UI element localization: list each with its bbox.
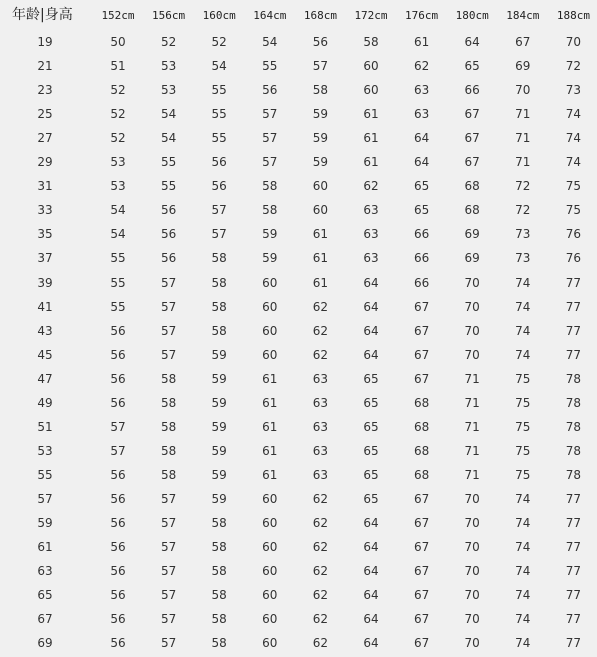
table-cell: 67 bbox=[413, 323, 430, 338]
table-cell: 74 bbox=[515, 347, 531, 362]
column-header: 172cm bbox=[354, 9, 388, 22]
row-label: 61 bbox=[37, 540, 53, 555]
table-cell: 70 bbox=[464, 347, 480, 362]
table-cell: 58 bbox=[211, 636, 227, 651]
table-cell: 56 bbox=[312, 35, 329, 49]
table-cell: 58 bbox=[211, 275, 227, 290]
table-cell: 73 bbox=[565, 83, 582, 98]
table-cell: 56 bbox=[110, 588, 126, 603]
table-cell: 70 bbox=[464, 275, 480, 290]
table-cell: 58 bbox=[211, 612, 227, 627]
table-cell: 57 bbox=[160, 347, 177, 362]
table-cell: 59 bbox=[211, 491, 227, 506]
row-label: 45 bbox=[37, 347, 53, 362]
row-label: 53 bbox=[37, 443, 53, 458]
table-cell: 55 bbox=[160, 155, 177, 170]
table-cell: 52 bbox=[160, 35, 177, 49]
table-cell: 71 bbox=[464, 395, 480, 410]
table-cell: 59 bbox=[262, 251, 278, 266]
table-cell: 58 bbox=[211, 323, 227, 338]
table-cell: 58 bbox=[211, 540, 227, 555]
table-cell: 53 bbox=[110, 155, 126, 170]
table-cell: 67 bbox=[413, 564, 430, 579]
row-label: 47 bbox=[37, 371, 53, 386]
column-header: 152cm bbox=[101, 9, 135, 22]
row-label: 31 bbox=[37, 179, 53, 194]
table-cell: 63 bbox=[312, 467, 329, 482]
table-cell: 62 bbox=[312, 636, 329, 651]
table-cell: 78 bbox=[565, 443, 582, 458]
table-cell: 70 bbox=[464, 491, 480, 506]
table-cell: 62 bbox=[312, 323, 329, 338]
row-label: 41 bbox=[37, 299, 53, 314]
table-cell: 58 bbox=[262, 179, 278, 194]
table-cell: 67 bbox=[464, 131, 480, 146]
table-cell: 76 bbox=[565, 227, 582, 242]
table-cell: 55 bbox=[110, 275, 126, 290]
table-cell: 62 bbox=[312, 516, 329, 530]
table-cell: 52 bbox=[110, 131, 126, 146]
table-cell: 58 bbox=[160, 419, 177, 434]
table-cell: 57 bbox=[160, 612, 177, 627]
table-cell: 67 bbox=[464, 107, 480, 122]
table-cell: 67 bbox=[413, 612, 430, 627]
table-cell: 57 bbox=[160, 564, 177, 579]
table-cell: 67 bbox=[413, 516, 430, 530]
table-cell: 57 bbox=[160, 323, 177, 338]
table-cell: 54 bbox=[211, 59, 227, 74]
table-cell: 71 bbox=[464, 467, 480, 482]
table-cell: 60 bbox=[262, 323, 278, 338]
table-cell: 56 bbox=[110, 540, 126, 555]
table-cell: 55 bbox=[110, 299, 126, 314]
table-cell: 63 bbox=[312, 443, 329, 458]
table-cell: 64 bbox=[363, 612, 379, 627]
table-cell: 56 bbox=[211, 155, 227, 170]
table-cell: 65 bbox=[363, 395, 379, 410]
table-cell: 70 bbox=[515, 83, 531, 98]
table-cell: 56 bbox=[110, 636, 126, 651]
row-label: 65 bbox=[37, 588, 53, 603]
table-cell: 74 bbox=[565, 155, 582, 170]
table-cell: 77 bbox=[565, 491, 582, 506]
table-cell: 74 bbox=[515, 540, 531, 555]
row-label: 27 bbox=[37, 131, 53, 146]
table-cell: 56 bbox=[160, 227, 177, 242]
table-cell: 58 bbox=[312, 83, 329, 98]
table-cell: 55 bbox=[211, 83, 227, 98]
table-cell: 58 bbox=[160, 467, 177, 482]
table-cell: 61 bbox=[363, 155, 379, 170]
table-cell: 60 bbox=[262, 564, 278, 579]
table-cell: 61 bbox=[312, 275, 329, 290]
column-header: 160cm bbox=[202, 9, 236, 22]
table-cell: 61 bbox=[312, 227, 329, 242]
table-cell: 70 bbox=[464, 323, 480, 338]
table-cell: 64 bbox=[363, 588, 379, 603]
table-cell: 66 bbox=[464, 83, 480, 98]
table-cell: 72 bbox=[565, 59, 582, 74]
table-cell: 59 bbox=[312, 131, 329, 146]
table-cell: 61 bbox=[363, 131, 379, 146]
table-cell: 57 bbox=[110, 419, 126, 434]
table-cell: 65 bbox=[413, 203, 430, 218]
table-cell: 77 bbox=[565, 612, 582, 627]
table-cell: 58 bbox=[211, 251, 227, 266]
table-cell: 72 bbox=[515, 179, 531, 194]
row-label: 69 bbox=[37, 636, 53, 651]
table-cell: 68 bbox=[413, 395, 430, 410]
row-label: 39 bbox=[37, 275, 53, 290]
table-cell: 61 bbox=[262, 443, 278, 458]
table-cell: 68 bbox=[413, 467, 430, 482]
table-cell: 68 bbox=[413, 443, 430, 458]
table-cell: 67 bbox=[413, 299, 430, 314]
table-cell: 68 bbox=[464, 179, 480, 194]
table-cell: 58 bbox=[211, 299, 227, 314]
table-cell: 67 bbox=[464, 155, 480, 170]
table-cell: 70 bbox=[464, 540, 480, 555]
table-cell: 61 bbox=[262, 419, 278, 434]
table-cell: 61 bbox=[413, 35, 430, 49]
table-cell: 60 bbox=[262, 588, 278, 603]
table-cell: 62 bbox=[312, 588, 329, 603]
table-cell: 55 bbox=[160, 179, 177, 194]
table-cell: 64 bbox=[363, 275, 379, 290]
table-cell: 67 bbox=[515, 35, 531, 49]
table-cell: 59 bbox=[211, 347, 227, 362]
table-cell: 54 bbox=[160, 131, 177, 146]
row-label: 37 bbox=[37, 251, 53, 266]
table-cell: 50 bbox=[110, 35, 126, 49]
column-header: 184cm bbox=[506, 9, 540, 22]
table-cell: 60 bbox=[363, 59, 379, 74]
table-cell: 60 bbox=[262, 540, 278, 555]
table-cell: 71 bbox=[464, 371, 480, 386]
table-cell: 57 bbox=[262, 155, 278, 170]
table-cell: 60 bbox=[262, 516, 278, 530]
column-header: 188cm bbox=[556, 9, 590, 22]
table-cell: 56 bbox=[160, 203, 177, 218]
table-cell: 69 bbox=[464, 227, 480, 242]
table-cell: 63 bbox=[312, 395, 329, 410]
table-cell: 56 bbox=[262, 83, 278, 98]
row-label: 49 bbox=[37, 395, 53, 410]
table-cell: 59 bbox=[312, 107, 329, 122]
table-cell: 59 bbox=[312, 155, 329, 170]
table-cell: 69 bbox=[464, 251, 480, 266]
table-cell: 60 bbox=[262, 636, 278, 651]
table-cell: 78 bbox=[565, 371, 582, 386]
table-cell: 64 bbox=[363, 516, 379, 530]
table-cell: 55 bbox=[262, 59, 278, 74]
table-cell: 56 bbox=[110, 323, 126, 338]
table-cell: 75 bbox=[515, 443, 531, 458]
table-cell: 65 bbox=[363, 491, 379, 506]
table-cell: 54 bbox=[110, 227, 126, 242]
table-cell: 70 bbox=[464, 636, 480, 651]
table-cell: 63 bbox=[413, 107, 430, 122]
table-cell: 57 bbox=[160, 540, 177, 555]
table-cell: 74 bbox=[515, 323, 531, 338]
table-cell: 52 bbox=[110, 83, 126, 98]
table-cell: 59 bbox=[262, 227, 278, 242]
table-cell: 74 bbox=[515, 564, 531, 579]
table-cell: 76 bbox=[565, 251, 582, 266]
table-cell: 66 bbox=[413, 227, 430, 242]
row-label: 55 bbox=[37, 467, 53, 482]
table-cell: 60 bbox=[262, 491, 278, 506]
table-cell: 60 bbox=[312, 203, 329, 218]
table-cell: 62 bbox=[312, 491, 329, 506]
table-cell: 64 bbox=[363, 564, 379, 579]
table-cell: 70 bbox=[464, 588, 480, 603]
table-cell: 54 bbox=[110, 203, 126, 218]
table-cell: 58 bbox=[363, 35, 379, 49]
table-cell: 71 bbox=[515, 131, 531, 146]
table-cell: 59 bbox=[211, 443, 227, 458]
corner-label: 年龄|身高 bbox=[12, 7, 73, 23]
table-cell: 67 bbox=[413, 491, 430, 506]
table-cell: 68 bbox=[464, 203, 480, 218]
table-cell: 62 bbox=[312, 347, 329, 362]
table-cell: 60 bbox=[262, 612, 278, 627]
table-cell: 71 bbox=[515, 155, 531, 170]
table-cell: 55 bbox=[211, 131, 227, 146]
table-cell: 59 bbox=[211, 467, 227, 482]
row-label: 59 bbox=[37, 516, 53, 530]
column-header: 164cm bbox=[253, 9, 287, 22]
table-cell: 74 bbox=[515, 299, 531, 314]
table-cell: 74 bbox=[515, 612, 531, 627]
table-cell: 63 bbox=[312, 419, 329, 434]
table-cell: 74 bbox=[515, 588, 531, 603]
table-cell: 78 bbox=[565, 419, 582, 434]
table-cell: 57 bbox=[211, 227, 227, 242]
table-cell: 66 bbox=[413, 275, 430, 290]
table-cell: 74 bbox=[515, 491, 531, 506]
table-cell: 53 bbox=[160, 59, 177, 74]
table-cell: 73 bbox=[515, 227, 531, 242]
table-cell: 63 bbox=[413, 83, 430, 98]
table-cell: 78 bbox=[565, 395, 582, 410]
table-cell: 56 bbox=[110, 347, 126, 362]
table-cell: 63 bbox=[363, 227, 379, 242]
table-cell: 54 bbox=[262, 35, 278, 49]
table-cell: 63 bbox=[312, 371, 329, 386]
table-cell: 70 bbox=[464, 516, 480, 530]
table-cell: 77 bbox=[565, 347, 582, 362]
table-cell: 75 bbox=[515, 395, 531, 410]
table-cell: 57 bbox=[160, 299, 177, 314]
table-cell: 57 bbox=[160, 275, 177, 290]
table-cell: 71 bbox=[464, 443, 480, 458]
table-cell: 74 bbox=[565, 107, 582, 122]
table-cell: 67 bbox=[413, 636, 430, 651]
table-cell: 61 bbox=[262, 371, 278, 386]
table-cell: 52 bbox=[110, 107, 126, 122]
table-cell: 77 bbox=[565, 516, 582, 530]
table-cell: 75 bbox=[515, 419, 531, 434]
table-cell: 65 bbox=[363, 371, 379, 386]
table-cell: 77 bbox=[565, 636, 582, 651]
table-cell: 64 bbox=[413, 155, 430, 170]
table-cell: 70 bbox=[565, 35, 582, 49]
table-cell: 57 bbox=[160, 516, 177, 530]
table-cell: 75 bbox=[515, 467, 531, 482]
table-cell: 59 bbox=[211, 419, 227, 434]
table-cell: 57 bbox=[262, 131, 278, 146]
row-label: 19 bbox=[37, 35, 53, 49]
row-label: 35 bbox=[37, 227, 53, 242]
table-cell: 61 bbox=[262, 467, 278, 482]
table-cell: 57 bbox=[160, 636, 177, 651]
row-label: 29 bbox=[37, 155, 53, 170]
row-label: 51 bbox=[37, 419, 53, 434]
row-label: 43 bbox=[37, 323, 53, 338]
table-cell: 77 bbox=[565, 323, 582, 338]
table-cell: 57 bbox=[110, 443, 126, 458]
table-cell: 77 bbox=[565, 275, 582, 290]
table-cell: 62 bbox=[312, 299, 329, 314]
table-cell: 65 bbox=[413, 179, 430, 194]
table-cell: 60 bbox=[312, 179, 329, 194]
table-cell: 74 bbox=[515, 275, 531, 290]
table-cell: 58 bbox=[262, 203, 278, 218]
row-label: 21 bbox=[37, 59, 53, 74]
table-cell: 58 bbox=[211, 564, 227, 579]
table-cell: 67 bbox=[413, 540, 430, 555]
table-cell: 56 bbox=[110, 612, 126, 627]
table-cell: 51 bbox=[110, 59, 126, 74]
column-header: 176cm bbox=[405, 9, 439, 22]
table-cell: 68 bbox=[413, 419, 430, 434]
table-cell: 58 bbox=[160, 371, 177, 386]
column-header: 168cm bbox=[303, 9, 337, 22]
table-cell: 61 bbox=[262, 395, 278, 410]
table-cell: 60 bbox=[262, 275, 278, 290]
table-cell: 58 bbox=[160, 443, 177, 458]
table-cell: 57 bbox=[160, 491, 177, 506]
column-header: 180cm bbox=[455, 9, 489, 22]
table-cell: 55 bbox=[211, 107, 227, 122]
table-cell: 72 bbox=[515, 203, 531, 218]
table-cell: 75 bbox=[515, 371, 531, 386]
table-cell: 56 bbox=[160, 251, 177, 266]
table-cell: 57 bbox=[312, 59, 329, 74]
row-label: 23 bbox=[37, 83, 53, 98]
table-cell: 62 bbox=[363, 179, 379, 194]
row-label: 63 bbox=[37, 564, 53, 579]
table-cell: 74 bbox=[515, 636, 531, 651]
table-cell: 56 bbox=[110, 564, 126, 579]
table-cell: 61 bbox=[363, 107, 379, 122]
table-cell: 69 bbox=[515, 59, 531, 74]
table-cell: 64 bbox=[363, 299, 379, 314]
table-cell: 58 bbox=[211, 516, 227, 530]
row-label: 57 bbox=[37, 491, 53, 506]
table-cell: 66 bbox=[413, 251, 430, 266]
table-cell: 64 bbox=[413, 131, 430, 146]
table-cell: 58 bbox=[211, 588, 227, 603]
table-cell: 71 bbox=[464, 419, 480, 434]
table-cell: 64 bbox=[464, 35, 480, 49]
table-cell: 74 bbox=[515, 516, 531, 530]
table-cell: 63 bbox=[363, 203, 379, 218]
table-cell: 65 bbox=[363, 443, 379, 458]
table-cell: 62 bbox=[312, 540, 329, 555]
table-cell: 63 bbox=[363, 251, 379, 266]
table-cell: 59 bbox=[211, 395, 227, 410]
table-cell: 52 bbox=[211, 35, 227, 49]
row-label: 25 bbox=[37, 107, 53, 122]
table-cell: 75 bbox=[565, 203, 582, 218]
table-cell: 57 bbox=[160, 588, 177, 603]
table-cell: 73 bbox=[515, 251, 531, 266]
table-cell: 64 bbox=[363, 323, 379, 338]
table-cell: 75 bbox=[565, 179, 582, 194]
table-cell: 71 bbox=[515, 107, 531, 122]
table-cell: 65 bbox=[363, 467, 379, 482]
table-cell: 65 bbox=[464, 59, 480, 74]
table-cell: 65 bbox=[363, 419, 379, 434]
table-cell: 67 bbox=[413, 371, 430, 386]
table-cell: 78 bbox=[565, 467, 582, 482]
table-cell: 60 bbox=[262, 347, 278, 362]
table-cell: 56 bbox=[110, 491, 126, 506]
table-cell: 77 bbox=[565, 564, 582, 579]
table-cell: 62 bbox=[413, 59, 430, 74]
table-cell: 77 bbox=[565, 299, 582, 314]
table-cell: 61 bbox=[312, 251, 329, 266]
table-cell: 58 bbox=[160, 395, 177, 410]
table-cell: 56 bbox=[110, 371, 126, 386]
table-cell: 57 bbox=[211, 203, 227, 218]
column-header: 156cm bbox=[152, 9, 186, 22]
table-cell: 74 bbox=[565, 131, 582, 146]
table-cell: 64 bbox=[363, 540, 379, 555]
row-label: 33 bbox=[37, 203, 53, 218]
table-cell: 77 bbox=[565, 540, 582, 555]
table-cell: 53 bbox=[110, 179, 126, 194]
table-cell: 60 bbox=[363, 83, 379, 98]
table-cell: 70 bbox=[464, 299, 480, 314]
table-cell: 53 bbox=[160, 83, 177, 98]
table-cell: 56 bbox=[211, 179, 227, 194]
table-cell: 67 bbox=[413, 588, 430, 603]
table-cell: 56 bbox=[110, 516, 126, 530]
table-cell: 56 bbox=[110, 467, 126, 482]
table-cell: 70 bbox=[464, 564, 480, 579]
row-label: 67 bbox=[37, 612, 53, 627]
table-cell: 55 bbox=[110, 251, 126, 266]
table-cell: 77 bbox=[565, 588, 582, 603]
table-cell: 59 bbox=[211, 371, 227, 386]
table-cell: 64 bbox=[363, 636, 379, 651]
table-cell: 57 bbox=[262, 107, 278, 122]
table-cell: 62 bbox=[312, 612, 329, 627]
table-cell: 62 bbox=[312, 564, 329, 579]
table-cell: 54 bbox=[160, 107, 177, 122]
table-cell: 70 bbox=[464, 612, 480, 627]
table-cell: 67 bbox=[413, 347, 430, 362]
table-cell: 60 bbox=[262, 299, 278, 314]
table-cell: 56 bbox=[110, 395, 126, 410]
table-cell: 64 bbox=[363, 347, 379, 362]
